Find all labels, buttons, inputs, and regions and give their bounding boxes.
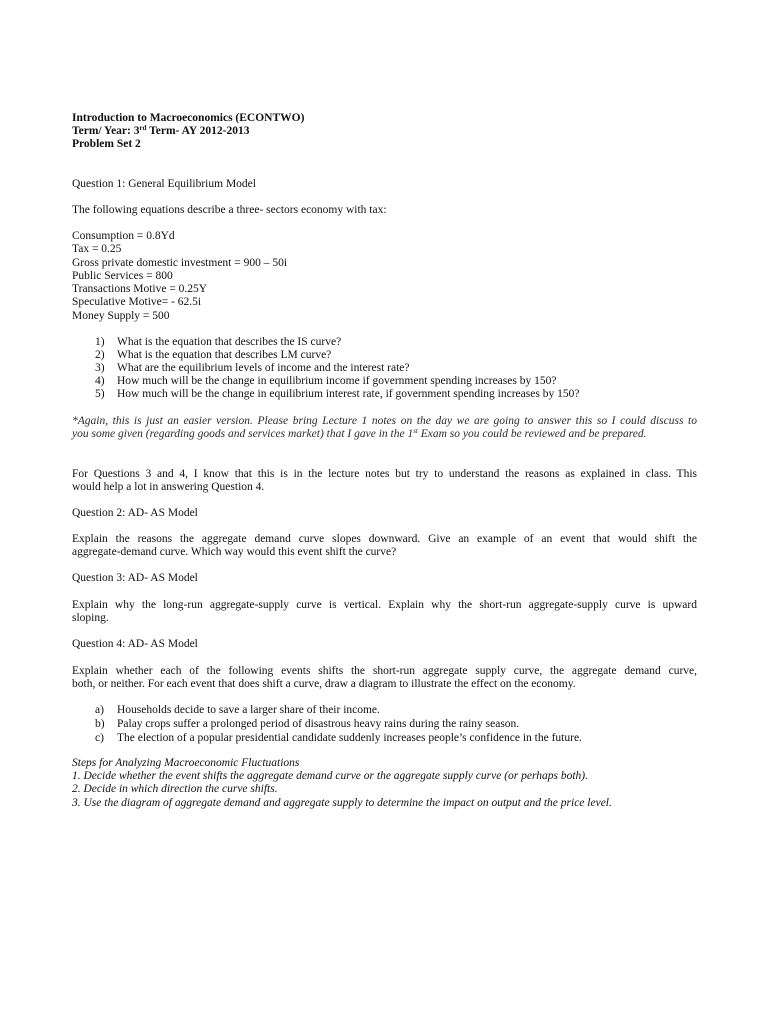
term-year <box>72 125 249 138</box>
steps-item-3: 3. Use the diagram of aggregate demand and aggregate supply to determine the impact on output and the price level. <box>72 797 612 809</box>
question-3-line-2: sloping. <box>72 612 109 624</box>
question-4-line-2: both, or neither. For each event that does shift a curve, draw a diagram to illustrate the effect on the economy. <box>72 678 576 690</box>
term-superscript: rd <box>139 124 147 132</box>
equation-transactions-motive: Transactions Motive = 0.25Y <box>72 283 208 295</box>
list-item-letter: a) <box>95 704 104 716</box>
question-2-title: Question 2: AD- AS Model <box>72 507 198 519</box>
question-3-title: Question 3: AD- AS Model <box>72 572 198 584</box>
steps-title: Steps for Analyzing Macroeconomic Fluctuations <box>72 757 300 769</box>
course-title: Introduction to Macroeconomics (ECONTWO) <box>72 112 305 124</box>
question-3-line-1: Explain why the long-run aggregate-supply curve is vertical. Explain why the short-run aggregate-supply curve is upward <box>72 599 697 611</box>
equation-tax: Tax = 0.25 <box>72 243 122 255</box>
equation-money-supply: Money Supply = 500 <box>72 310 170 322</box>
list-item: What is the equation that describes the IS curve? <box>117 336 342 348</box>
question-1-intro: The following equations describe a three- sectors economy with tax: <box>72 204 387 216</box>
note-line-2-suffix: Exam so you could be reviewed and be prepared. <box>417 428 647 440</box>
equation-consumption: Consumption = 0.8Yd <box>72 230 175 242</box>
steps-item-2: 2. Decide in which direction the curve shifts. <box>72 783 278 795</box>
list-item: What are the equilibrium levels of income and the interest rate? <box>117 362 410 374</box>
note-superscript: st <box>413 427 418 435</box>
term-prefix: Term/ Year: 3 <box>72 125 140 137</box>
list-item: Palay crops suffer a prolonged period of disastrous heavy rains during the rainy season. <box>117 718 520 730</box>
question-4-title: Question 4: AD- AS Model <box>72 638 198 650</box>
term-suffix: Term- AY 2012-2013 <box>146 125 250 137</box>
list-item-number: 1) <box>95 336 105 348</box>
equation-speculative-motive: Speculative Motive= - 62.5i <box>72 296 202 308</box>
list-item-letter: c) <box>95 732 104 744</box>
list-item: Households decide to save a larger share of their income. <box>117 704 380 716</box>
question-2-line-2: aggregate-demand curve. Which way would this event shift the curve? <box>72 546 397 558</box>
list-item-number: 5) <box>95 388 105 400</box>
preface-line-1: For Questions 3 and 4, I know that this is in the lecture notes but try to understand the reasons as explained in class. This <box>72 468 697 480</box>
list-item-number: 4) <box>95 375 105 387</box>
note-line-2-prefix: you some given (regarding goods and services market) that I gave in the 1 <box>72 428 414 440</box>
list-item: The election of a popular presidential candidate suddenly increases people’s confidence in the future. <box>117 732 582 744</box>
equation-public-services: Public Services = 800 <box>72 270 173 282</box>
list-item: What is the equation that describes LM curve? <box>117 349 332 361</box>
question-4-line-1: Explain whether each of the following events shifts the short-run aggregate supply curve, the aggregate demand curve, <box>72 665 697 677</box>
list-item: How much will be the change in equilibrium interest rate, if government spending increases by 150? <box>117 388 580 400</box>
problem-set-title: Problem Set 2 <box>72 138 141 150</box>
list-item: How much will be the change in equilibrium income if government spending increases by 150? <box>117 375 557 387</box>
list-item-number: 2) <box>95 349 105 361</box>
preface-line-2: would help a lot in answering Question 4. <box>72 481 265 493</box>
list-item-number: 3) <box>95 362 105 374</box>
note-line-2 <box>72 428 647 441</box>
list-item-letter: b) <box>95 718 105 730</box>
steps-item-1: 1. Decide whether the event shifts the aggregate demand curve or the aggregate supply curve (or perhaps both). <box>72 770 588 782</box>
equation-investment: Gross private domestic investment = 900 – 50i <box>72 257 288 269</box>
question-1-title: Question 1: General Equilibrium Model <box>72 178 256 190</box>
note-line-1: *Again, this is just an easier version. Please bring Lecture 1 notes on the day we are going to answer this so I could discuss to <box>72 415 697 427</box>
question-2-line-1: Explain the reasons the aggregate demand curve slopes downward. Give an example of an event that would shift the <box>72 533 697 545</box>
